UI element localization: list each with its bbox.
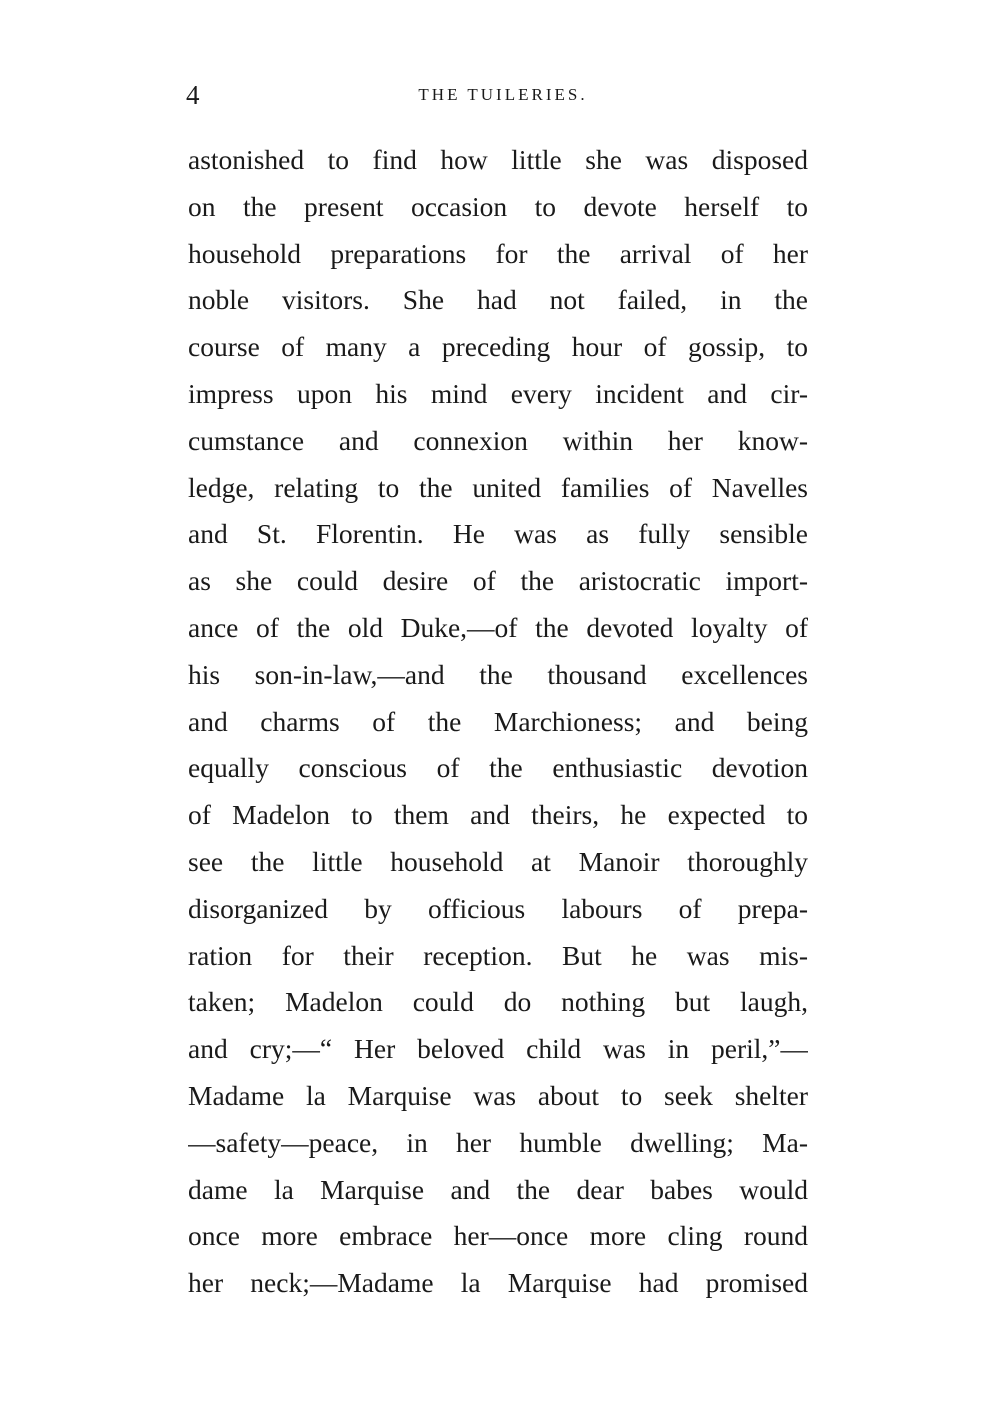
body-text	[188, 137, 808, 1307]
text-line: and charms of the Marchioness; and being	[188, 705, 808, 737]
text-line: noble visitors. She had not failed, in the	[188, 284, 808, 316]
text-line: her neck;—Madame la Marquise had promised	[188, 1267, 808, 1299]
running-title: THE TUILERIES.	[418, 85, 588, 104]
text-line: impress upon his mind every incident and cir-	[188, 377, 808, 409]
text-line: once more embrace her—once more cling round	[188, 1220, 808, 1252]
text-line: his son-in-law,—and the thousand excellences	[188, 658, 808, 690]
text-line: on the present occasion to devote herself to	[188, 190, 808, 222]
text-line: astonished to find how little she was disposed	[188, 144, 808, 175]
text-line: —safety—peace, in her humble dwelling; Ma-	[188, 1126, 808, 1158]
text-line: as she could desire of the aristocratic import-	[188, 565, 808, 597]
text-line: see the little household at Manoir thoroughly	[188, 845, 808, 877]
text-line: taken; Madelon could do nothing but laugh,	[188, 986, 808, 1018]
text-line: household preparations for the arrival of her	[188, 237, 808, 269]
running-head	[186, 78, 810, 112]
text-line: ration for their reception. But he was mis-	[188, 939, 808, 971]
text-line: dame la Marquise and the dear babes would	[188, 1173, 808, 1205]
text-line: ledge, relating to the united families of Navelles	[188, 471, 808, 503]
text-line: course of many a preceding hour of gossip, to	[188, 331, 808, 363]
text-line: equally conscious of the enthusiastic devotion	[188, 752, 808, 784]
text-line: and cry;—“ Her beloved child was in peril,”—	[188, 1033, 808, 1065]
text-line: cumstance and connexion within her know-	[188, 424, 808, 456]
page-number: 4	[186, 80, 200, 110]
text-line: of Madelon to them and theirs, he expected to	[188, 799, 808, 831]
text-line: ance of the old Duke,—of the devoted loyalty of	[188, 611, 808, 643]
text-line: Madame la Marquise was about to seek shelter	[188, 1079, 808, 1111]
text-line: disorganized by officious labours of prepa-	[188, 892, 808, 924]
text-line: and St. Florentin. He was as fully sensible	[188, 518, 808, 550]
